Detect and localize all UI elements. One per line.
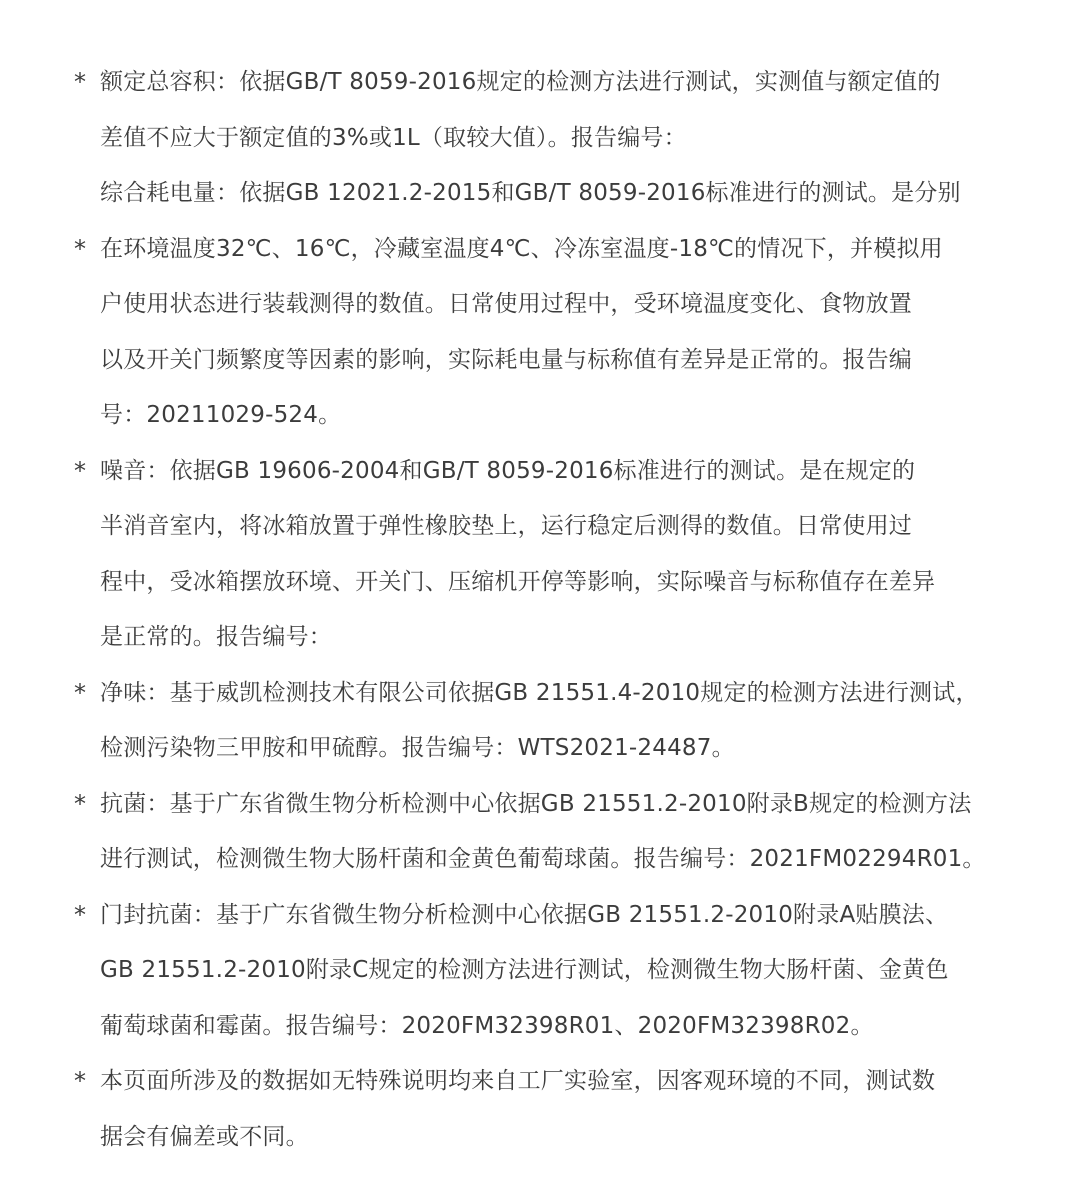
footnote-line: [0, 55, 1080, 111]
footnote-line: [0, 666, 1080, 722]
footnote-text: 是正常的。报告编号：: [100, 624, 332, 650]
asterisk-bullet-icon: *: [74, 1067, 87, 1095]
footnote-line: [0, 388, 1080, 444]
footnote-text: 本页面所涉及的数据如无特殊说明均来自工厂实验室，因客观环境的不同，测试数: [100, 1068, 936, 1094]
footnote-line: [0, 777, 1080, 833]
footnote-text: 差值不应大于额定值的3%或1L（取较大值）。报告编号：: [100, 124, 687, 151]
footnote-text: 据会有偏差或不同。: [100, 1123, 309, 1150]
footnote-text: GB 21551.2-2010附录C规定的检测方法进行测试，检测微生物大肠杆菌、金黄色: [100, 957, 949, 983]
footnote-text: 检测污染物三甲胺和甲硫醇。报告编号：WTS2021-24487。: [100, 735, 735, 761]
footnote-line: [0, 277, 1080, 333]
footnote-text: 以及开关门频繁度等因素的影响，实际耗电量与标称值有差异是正常的。报告编: [100, 346, 912, 373]
footnote-line: [0, 888, 1080, 944]
footnote-line: [0, 444, 1080, 500]
footnote-text: 门封抗菌：基于广东省微生物分析检测中心依据GB 21551.2-2010附录A贴膜法、: [100, 901, 949, 928]
footnote-text: 号：20211029-524。: [100, 402, 342, 428]
footnotes-list: [0, 55, 1080, 1165]
footnote-text: 进行测试，检测微生物大肠杆菌和金黄色葡萄球菌。报告编号：2021FM02294R01。: [100, 846, 986, 872]
asterisk-bullet-icon: *: [74, 234, 87, 263]
footnote-line: [0, 166, 1080, 222]
footnote-line: [0, 1110, 1080, 1166]
footnote-line: [0, 721, 1080, 777]
footnote-line: [0, 610, 1080, 666]
footnote-line: [0, 1054, 1080, 1110]
asterisk-bullet-icon: *: [74, 678, 87, 707]
asterisk-bullet-icon: *: [74, 456, 87, 485]
footnote-line: [0, 111, 1080, 167]
footnote-text: 噪音：依据GB 19606-2004和GB/T 8059-2016标准进行的测试。是在规定的: [100, 457, 916, 484]
footnote-text: 程中，受冰箱摆放环境、开关门、压缩机开停等影响，实际噪音与标称值存在差异: [100, 568, 936, 595]
footnote-text: 户使用状态进行装载测得的数值。日常使用过程中，受环境温度变化、食物放置: [100, 291, 912, 317]
footnote-text: 净味：基于威凯检测技术有限公司依据GB 21551.4-2010规定的检测方法进行测试，: [100, 679, 979, 706]
footnote-text: 在环境温度32℃、16℃，冷藏室温度4℃、冷冻室温度-18℃的情况下，并模拟用: [100, 235, 943, 262]
footnote-text: 额定总容积：依据GB/T 8059-2016规定的检测方法进行测试，实测值与额定值的: [100, 69, 941, 95]
footnote-line: [0, 222, 1080, 278]
footnote-line: [0, 333, 1080, 389]
footnote-line: [0, 832, 1080, 888]
asterisk-bullet-icon: *: [74, 900, 87, 929]
footnote-line: [0, 555, 1080, 611]
footnote-text: 综合耗电量：依据GB 12021.2-2015和GB/T 8059-2016标准进行的测试。是分别: [100, 180, 961, 206]
asterisk-bullet-icon: *: [74, 68, 87, 96]
footnote-line: [0, 943, 1080, 999]
footnote-line: [0, 499, 1080, 555]
asterisk-bullet-icon: *: [74, 789, 87, 818]
footnote-text: 半消音室内，将冰箱放置于弹性橡胶垫上，运行稳定后测得的数值。日常使用过: [100, 513, 912, 539]
footnote-text: 抗菌：基于广东省微生物分析检测中心依据GB 21551.2-2010附录B规定的检测方法: [100, 790, 972, 817]
footnote-text: 葡萄球菌和霉菌。报告编号：2020FM32398R01、2020FM32398R02。: [100, 1012, 874, 1039]
footnote-line: [0, 999, 1080, 1055]
